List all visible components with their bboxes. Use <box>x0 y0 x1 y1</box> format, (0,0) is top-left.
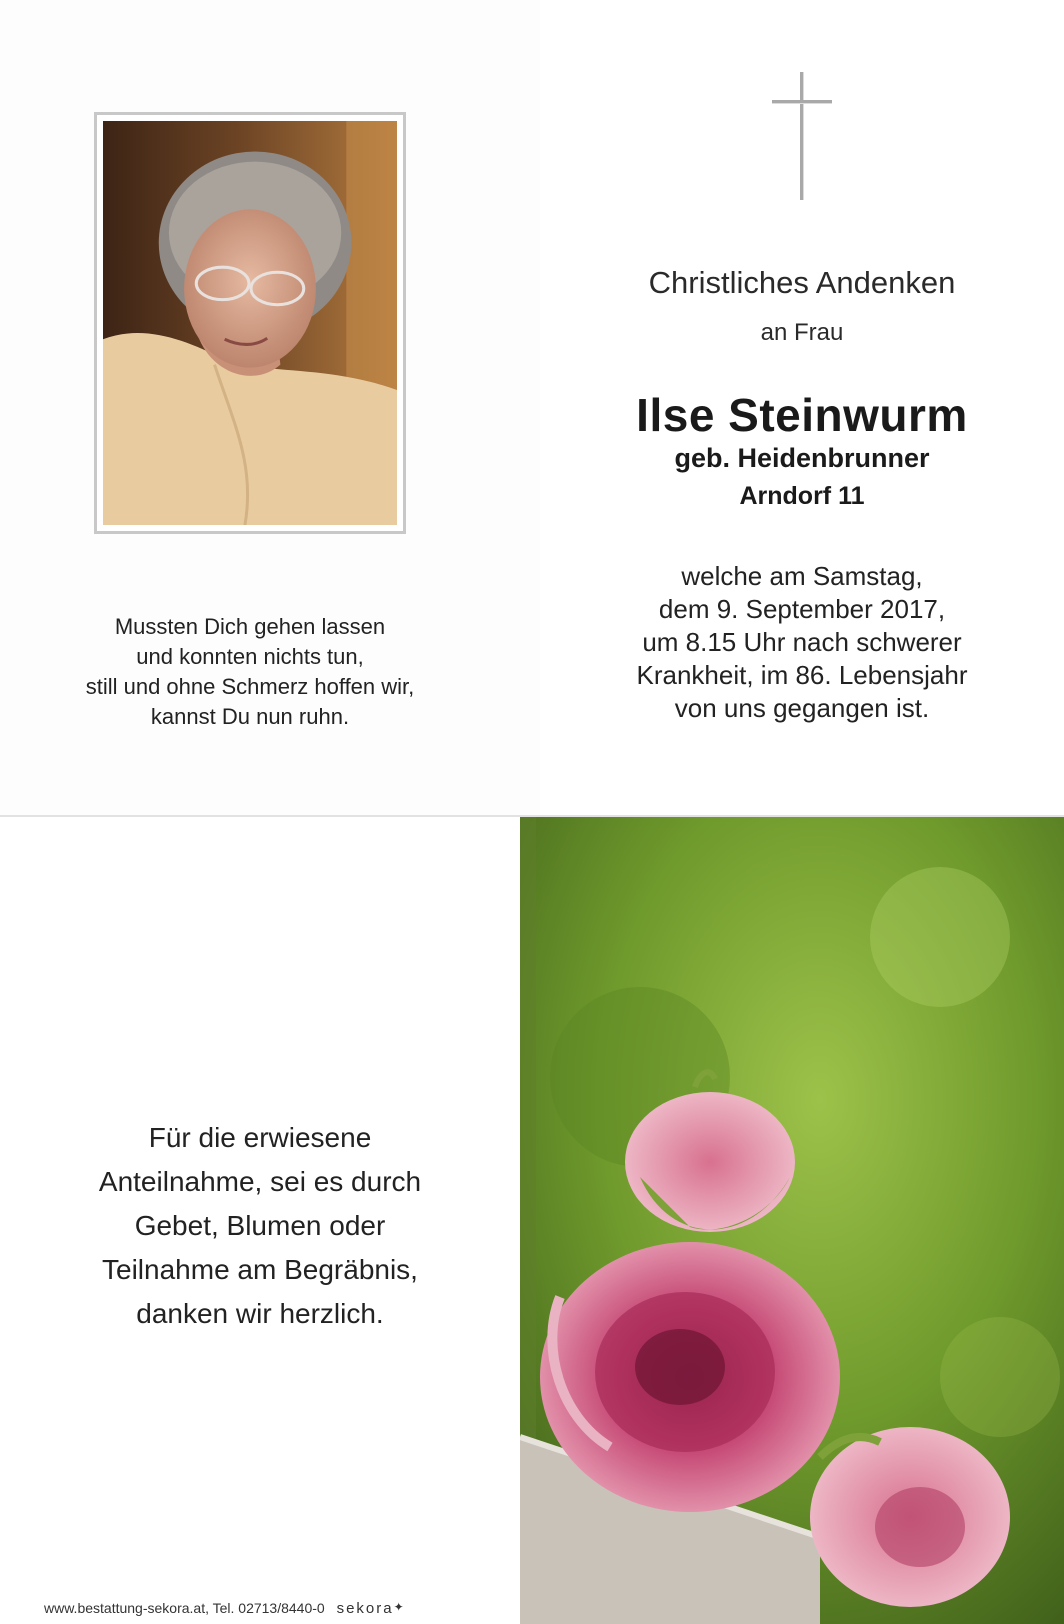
poem <box>30 612 470 732</box>
footer-brand: sekora <box>336 1600 394 1617</box>
roses-photo <box>520 817 1064 1624</box>
thanks-line: Für die erwiesene <box>148 1122 372 1153</box>
death-notice-line: Krankheit, im 86. Lebensjahr <box>636 660 968 690</box>
thanks-line: Gebet, Blumen oder <box>134 1210 386 1241</box>
footer <box>44 1600 404 1617</box>
thanks-line: danken wir herzlich. <box>136 1298 384 1329</box>
address: Arndorf 11 <box>739 482 865 510</box>
poem-line: Mussten Dich gehen lassen <box>114 614 386 639</box>
thanks-line: Teilnahme am Begräbnis, <box>102 1254 418 1285</box>
footer-contact: www.bestattung-sekora.at, Tel. 02713/8440-0 <box>44 1600 325 1616</box>
poem-line: und konnten nichts tun, <box>136 644 364 669</box>
deceased-name: Ilse Steinwurm <box>636 389 968 441</box>
thanks-text <box>40 1116 480 1336</box>
cross-icon <box>770 72 834 200</box>
death-notice-line: welche am Samstag, <box>681 561 923 591</box>
salutation: an Frau <box>760 319 844 346</box>
bird-icon: ✦ <box>393 1600 404 1614</box>
poem-line: kannst Du nun ruhn. <box>150 704 350 729</box>
thanks-line: Anteilnahme, sei es durch <box>98 1166 422 1197</box>
roses-image <box>520 817 1064 1624</box>
portrait-frame <box>94 112 406 534</box>
death-notice-line: von uns gegangen ist. <box>674 693 930 723</box>
maiden-name: geb. Heidenbrunner <box>674 443 930 473</box>
death-notice-line: dem 9. September 2017, <box>658 594 946 624</box>
death-notice <box>540 560 1064 725</box>
portrait-photo <box>103 121 397 525</box>
death-notice-line: um 8.15 Uhr nach schwerer <box>642 627 962 657</box>
poem-line: still und ohne Schmerz hoffen wir, <box>85 674 415 699</box>
memorial-heading: Christliches Andenken <box>648 265 956 300</box>
